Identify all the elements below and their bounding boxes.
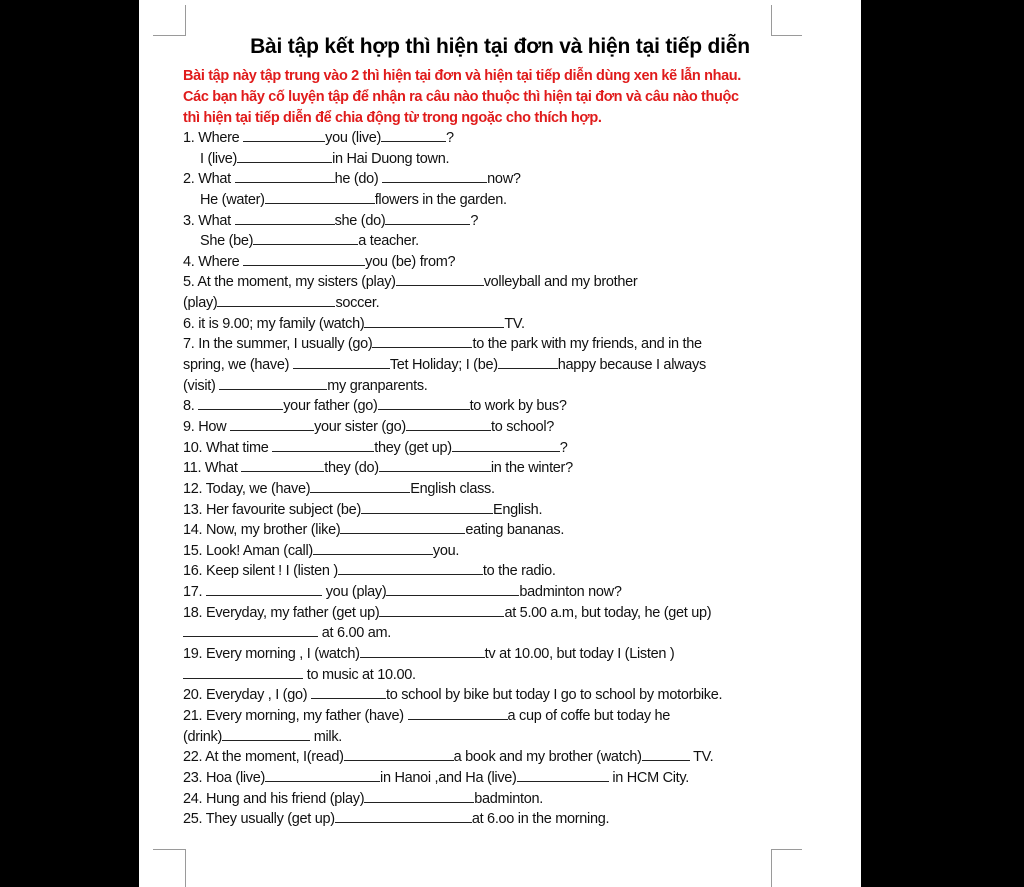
- exercise-line-5b: [183, 293, 833, 314]
- exercise-line-14: [183, 520, 833, 541]
- answer-blank[interactable]: [243, 252, 365, 266]
- exercise-text: your father (go): [283, 398, 378, 415]
- worksheet-title: Bài tập kết hợp thì hiện tại đơn và hiện tại tiếp diễn: [250, 35, 750, 58]
- answer-blank[interactable]: [378, 396, 470, 410]
- exercise-text: badminton.: [474, 790, 543, 807]
- exercise-text: to work by bus?: [469, 398, 567, 415]
- exercise-text: you (play): [322, 584, 387, 601]
- exercise-text: She (be): [200, 233, 254, 250]
- exercise-line-10: [183, 438, 833, 459]
- exercise-line-7a: [183, 334, 833, 355]
- exercise-line-4: [183, 252, 833, 273]
- exercise-line-12: [183, 479, 833, 500]
- answer-blank[interactable]: [183, 665, 303, 679]
- exercise-line-19a: [183, 644, 833, 665]
- answer-blank[interactable]: [293, 355, 390, 369]
- exercise-text: to music at 10.00.: [303, 666, 416, 683]
- answer-blank[interactable]: [243, 128, 325, 142]
- exercise-line-21b: [183, 727, 833, 748]
- exercise-text: 10. What time: [183, 439, 273, 456]
- exercise-line-6: [183, 314, 833, 335]
- answer-blank[interactable]: [310, 479, 410, 493]
- exercise-text: 2. What: [183, 171, 235, 188]
- exercise-text: volleyball and my brother: [483, 274, 638, 291]
- instruction-line: Các bạn hãy cố luyện tập để nhận ra câu nào thuộc thì hiện tại đơn và câu nào thuộc: [183, 89, 739, 105]
- exercise-text: 11. What: [183, 460, 242, 477]
- answer-blank[interactable]: [382, 169, 487, 183]
- exercise-list: [183, 128, 833, 830]
- exercise-text: 24. Hung and his friend (play): [183, 790, 365, 807]
- exercise-line-7b: [183, 355, 833, 376]
- exercise-text: English class.: [410, 480, 495, 497]
- answer-blank[interactable]: [206, 582, 322, 596]
- exercise-text: to school?: [490, 418, 555, 435]
- exercise-line-23: [183, 768, 833, 789]
- answer-blank[interactable]: [222, 727, 310, 741]
- exercise-text: your sister (go): [314, 418, 406, 435]
- exercise-text: 6. it is 9.00; my family (watch): [183, 315, 365, 332]
- exercise-text: a cup of coffe but today he: [507, 707, 671, 724]
- exercise-line-3b: [183, 231, 833, 252]
- exercise-line-5a: [183, 272, 833, 293]
- exercise-text: 15. Look! Aman (call): [183, 542, 313, 559]
- answer-blank[interactable]: [344, 747, 454, 761]
- exercise-line-11: [183, 458, 833, 479]
- answer-blank[interactable]: [406, 417, 491, 431]
- exercise-text: 4. Where: [183, 253, 244, 270]
- exercise-text: 23. Hoa (live): [183, 769, 266, 786]
- exercise-text: 1. Where: [183, 130, 244, 146]
- exercise-text: in HCM City.: [608, 769, 690, 786]
- exercise-text: 19. Every morning , I (watch): [183, 646, 360, 663]
- exercise-text: 22. At the moment, I(read): [183, 749, 344, 766]
- exercise-text: spring, we (have): [183, 357, 293, 374]
- answer-blank[interactable]: [217, 293, 335, 307]
- exercise-text: tv at 10.00, but today I (Listen ): [484, 646, 675, 663]
- exercise-text: 8.: [183, 398, 199, 415]
- exercise-line-17: [183, 582, 833, 603]
- answer-blank[interactable]: [183, 623, 318, 637]
- exercise-line-19b: [183, 665, 833, 686]
- answer-blank[interactable]: [364, 314, 504, 328]
- exercise-text: 5. At the moment, my sisters (play): [183, 274, 396, 291]
- exercise-text: I (live): [200, 150, 238, 167]
- answer-blank[interactable]: [364, 789, 474, 803]
- exercise-text: (visit): [183, 377, 220, 394]
- answer-blank[interactable]: [230, 417, 314, 431]
- exercise-line-18a: [183, 603, 833, 624]
- exercise-text: at 6.oo in the morning.: [471, 811, 610, 828]
- instructions: [183, 66, 823, 129]
- exercise-text: TV.: [689, 749, 714, 766]
- exercise-text: you.: [432, 542, 460, 559]
- exercise-text: she (do): [334, 212, 386, 229]
- exercise-line-21a: [183, 706, 833, 727]
- exercise-text: my granparents.: [327, 377, 428, 394]
- exercise-text: happy because I always: [557, 357, 706, 374]
- exercise-text: (play): [183, 295, 218, 312]
- exercise-text: to the park with my friends, and in the: [472, 336, 702, 353]
- instruction-line: Bài tập này tập trung vào 2 thì hiện tại đơn và hiện tại tiếp diễn dùng xen kẽ lẫn nhau.: [183, 68, 741, 84]
- answer-blank[interactable]: [241, 458, 324, 472]
- answer-blank[interactable]: [498, 355, 558, 369]
- answer-blank[interactable]: [340, 520, 465, 534]
- exercise-text: 7. In the summer, I usually (go): [183, 336, 373, 353]
- exercise-line-20: [183, 685, 833, 706]
- answer-blank[interactable]: [253, 231, 358, 245]
- exercise-line-2b: [183, 190, 833, 211]
- answer-blank[interactable]: [379, 458, 491, 472]
- exercise-line-1a: [183, 128, 833, 149]
- exercise-text: in Hanoi ,and Ha (live): [380, 769, 517, 786]
- answer-blank[interactable]: [338, 561, 483, 575]
- exercise-line-13: [183, 500, 833, 521]
- answer-blank[interactable]: [396, 272, 484, 286]
- exercise-text: eating bananas.: [465, 522, 565, 539]
- exercise-text: 14. Now, my brother (like): [183, 522, 341, 539]
- exercise-text: to school by bike but today I go to school by motorbike.: [386, 687, 723, 704]
- answer-blank[interactable]: [235, 211, 335, 225]
- exercise-line-9: [183, 417, 833, 438]
- answer-blank[interactable]: [272, 438, 374, 452]
- exercise-text: ?: [559, 439, 568, 456]
- exercise-text: English.: [492, 501, 543, 518]
- exercise-text: He (water): [200, 191, 265, 208]
- exercise-text: 9. How: [183, 418, 231, 435]
- exercise-text: milk.: [310, 728, 343, 745]
- exercise-line-8: [183, 396, 833, 417]
- exercise-line-2a: [183, 169, 833, 190]
- exercise-text: in Hai Duong town.: [332, 150, 450, 167]
- exercise-text: at 6.00 am.: [318, 625, 391, 642]
- exercise-text: he (do): [334, 171, 383, 188]
- exercise-text: 3. What: [183, 212, 235, 229]
- answer-blank[interactable]: [265, 190, 375, 204]
- exercise-line-25: [183, 809, 833, 830]
- exercise-text: 12. Today, we (have): [183, 480, 311, 497]
- answer-blank[interactable]: [219, 376, 327, 390]
- answer-blank[interactable]: [372, 334, 472, 348]
- exercise-text: flowers in the garden.: [374, 191, 507, 208]
- answer-blank[interactable]: [386, 582, 519, 596]
- exercise-line-24: [183, 789, 833, 810]
- answer-blank[interactable]: [452, 438, 560, 452]
- exercise-text: to the radio.: [482, 563, 556, 580]
- answer-blank[interactable]: [311, 685, 386, 699]
- exercise-text: ?: [470, 212, 479, 229]
- exercise-text: a teacher.: [358, 233, 419, 250]
- exercise-line-22: [183, 747, 833, 768]
- exercise-line-18b: [183, 623, 833, 644]
- exercise-text: 18. Everyday, my father (get up): [183, 604, 380, 621]
- exercise-text: 16. Keep silent ! I (listen ): [183, 563, 338, 580]
- instruction-line: thì hiện tại tiếp diễn để chia động từ trong ngoặc cho thích hợp.: [183, 110, 602, 126]
- exercise-text: at 5.00 a.m, but today, he (get up): [504, 604, 712, 621]
- exercise-line-3a: [183, 211, 833, 232]
- exercise-text: they (get up): [374, 439, 452, 456]
- exercise-text: now?: [487, 171, 521, 188]
- answer-blank[interactable]: [379, 603, 504, 617]
- exercise-text: 25. They usually (get up): [183, 811, 335, 828]
- answer-blank[interactable]: [385, 211, 470, 225]
- exercise-text: a book and my brother (watch): [453, 749, 642, 766]
- answer-blank[interactable]: [237, 149, 332, 163]
- answer-blank[interactable]: [313, 541, 433, 555]
- answer-blank[interactable]: [198, 396, 283, 410]
- exercise-text: 13. Her favourite subject (be): [183, 501, 361, 518]
- exercise-text: in the winter?: [490, 460, 573, 477]
- answer-blank[interactable]: [408, 706, 508, 720]
- exercise-text: badminton now?: [519, 584, 622, 601]
- answer-blank[interactable]: [265, 768, 380, 782]
- exercise-line-7c: [183, 376, 833, 397]
- exercise-text: TV.: [504, 315, 525, 332]
- exercise-line-16: [183, 561, 833, 582]
- answer-blank[interactable]: [335, 809, 472, 823]
- answer-blank[interactable]: [360, 644, 485, 658]
- answer-blank[interactable]: [381, 128, 446, 142]
- exercise-text: (drink): [183, 728, 222, 745]
- answer-blank[interactable]: [642, 747, 690, 761]
- exercise-text: Tet Holiday; I (be): [389, 357, 498, 374]
- exercise-line-1b: [183, 149, 833, 170]
- answer-blank[interactable]: [517, 768, 609, 782]
- exercise-text: 21. Every morning, my father (have): [183, 707, 408, 724]
- exercise-text: soccer.: [335, 295, 380, 312]
- answer-blank[interactable]: [235, 169, 335, 183]
- exercise-text: you (be) from?: [365, 253, 456, 270]
- exercise-text: 20. Everyday , I (go): [183, 687, 311, 704]
- worksheet-page: [139, 0, 861, 887]
- exercise-text: ?: [446, 130, 454, 146]
- exercise-line-15: [183, 541, 833, 562]
- exercise-text: 17.: [183, 584, 206, 601]
- answer-blank[interactable]: [361, 500, 493, 514]
- exercise-text: they (do): [324, 460, 379, 477]
- exercise-text: you (live): [325, 130, 381, 146]
